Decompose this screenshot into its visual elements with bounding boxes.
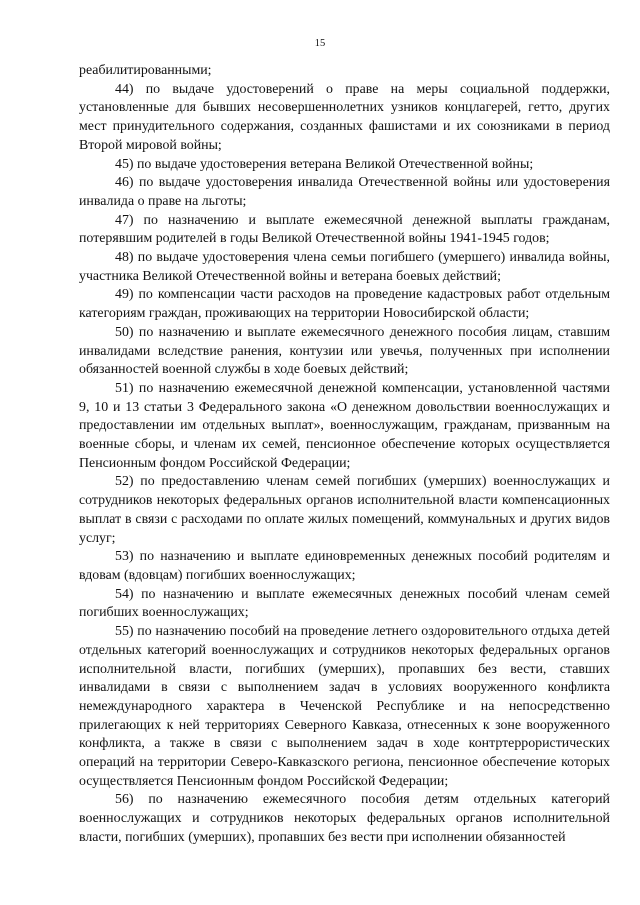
list-item-53: 53) по назначению и выплате единовременных денежных пособий родителям и вдовам (вдовцам) погибших военнослужащих; [79,549,610,583]
list-item-52: 52) по предоставлению членам семей погибших (умерших) военнослужащих и сотрудников некоторых федеральных органов исполнительной власти компенсационных выплат в связи с расходами по оплате жилых помещений, коммунальных и других видов услуг; [79,474,610,546]
document-body [79,62,610,848]
list-item-50: 50) по назначению и выплате ежемесячного денежного пособия лицам, ставшим инвалидами вследствие ранения, контузии или увечья, полученных при исполнении обязанностей военной службы в ходе боевых действий; [79,324,610,378]
list-item-49: 49) по компенсации части расходов на проведение кадастровых работ отдельным категориям граждан, проживающих на территории Новосибирской области; [79,287,610,322]
list-item-55: 55) по назначению пособий на проведение летнего оздоровительного отдыха детей отдельных категорий военнослужащих и сотрудников некоторых федеральных органов исполнительной власти, погибших (умерших), пропавших без вести, ставших инвалидами в связи с выполнением задач в условиях вооруженного конфликта немеждународного характера в Чеченской Республике и на непосредственно прилегающих к ней территориях Северного Кавказа, отнесенных к зоне вооруженного конфликта, а также в связи с выполнением задач в ходе контртеррористических операций на территории Северо-Кавказского региона, пенсионное обеспечение которых осуществляется Пенсионным фондом Российской Федерации; [79,624,610,789]
list-item-46: 46) по выдаче удостоверения инвалида Отечественной войны или удостоверения инвалида о праве на льготы; [79,175,610,209]
list-item-47: 47) по назначению и выплате ежемесячной денежной выплаты гражданам, потерявшим родителей в годы Великой Отечественной войны 1941-1945 годов; [79,212,610,247]
list-item-51: 51) по назначению ежемесячной денежной компенсации, установленной частями 9, 10 и 13 статьи 3 Федерального закона «О денежном довольствии военнослужащих и предоставлении им отдельных выплат», военнослужащим, гражданам, призванным на военные сборы, и членам их семей, пенсионное обеспечение которых осуществляется Пенсионным фондом Российской Федерации; [79,380,610,471]
paragraph-continuation: реабилитированными; [79,63,212,78]
list-item-56: 56) по назначению ежемесячного пособия детям отдельных категорий военнослужащих и сотрудников некоторых федеральных органов исполнительной власти, погибших (умерших), пропавших без вести при исполнении обязанностей [79,792,610,845]
list-item-45: 45) по выдаче удостоверения ветерана Великой Отечественной войны; [115,156,534,172]
list-item-44: 44) по выдаче удостоверений о праве на меры социальной поддержки, установленные для бывших несовершеннолетних узников концлагерей, гетто, других мест принудительного содержания, созданных фашистами и их союзниками в период Второй мировой войны; [79,81,610,153]
page-number: 15 [314,38,326,49]
list-item-54: 54) по назначению и выплате ежемесячных денежных пособий членам семей погибших военнослужащих; [79,586,610,621]
list-item-48: 48) по выдаче удостоверения члена семьи погибшего (умершего) инвалида войны, участника Великой Отечественной войны и ветерана боевых действий; [79,250,610,284]
